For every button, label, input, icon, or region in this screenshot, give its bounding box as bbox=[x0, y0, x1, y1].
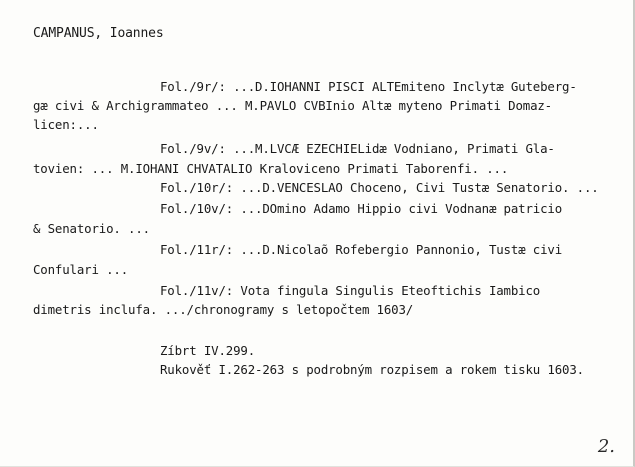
reference-rukovet: Rukověť I.262-263 s podrobným rozpisem a rokem tisku 1603. bbox=[160, 362, 584, 377]
entry-fol-9r-line-1: Fol./9r/: ...D.IOHANNI PISCI ALTEmiteno Inclytæ Guteberg- bbox=[160, 79, 577, 94]
entry-fol-9v-line-2: tovien: ... M.IOHANI CHVATALIO Kraloviceno Primati Taborenfi. ... bbox=[33, 161, 509, 176]
card-heading: CAMPANUS, Ioannes bbox=[33, 26, 164, 41]
entry-fol-9v-line-1: Fol./9v/: ...M.LVCÆ EZECHIELidæ Vodniano, Primati Gla- bbox=[160, 141, 555, 156]
entry-fol-10v-line-1: Fol./10v/: ...DOmino Adamo Hippio civi Vodnanæ patricio bbox=[160, 201, 563, 216]
page-number: 2. bbox=[597, 436, 615, 457]
entry-fol-11v-line-2: dimetris inclufa. .../chronogramy s letopočtem 1603/ bbox=[33, 302, 414, 317]
entry-fol-11r-line-2: Confulari ... bbox=[33, 262, 129, 277]
reference-zibrt: Zíbrt IV.299. bbox=[160, 343, 256, 358]
entry-fol-11r-line-1: Fol./11r/: ...D.Nicolaõ Rofebergio Pannonio, Tustæ civi bbox=[160, 242, 563, 257]
entry-fol-10v-line-2: & Senatorio. ... bbox=[33, 221, 150, 236]
entry-fol-11v-line-1: Fol./11v/: Vota fingula Singulis Eteoftichis Iambico bbox=[160, 283, 541, 298]
entry-fol-9r-line-3: licen:... bbox=[33, 117, 99, 132]
entry-fol-10r: Fol./10r/: ...D.VENCESLAO Choceno, Civi Tustæ Senatorio. ... bbox=[160, 180, 599, 195]
entry-fol-9r-line-2: gæ civi & Archigrammateo ... M.PAVLO CVBInio Altæ myteno Primati Domaz- bbox=[33, 98, 552, 113]
